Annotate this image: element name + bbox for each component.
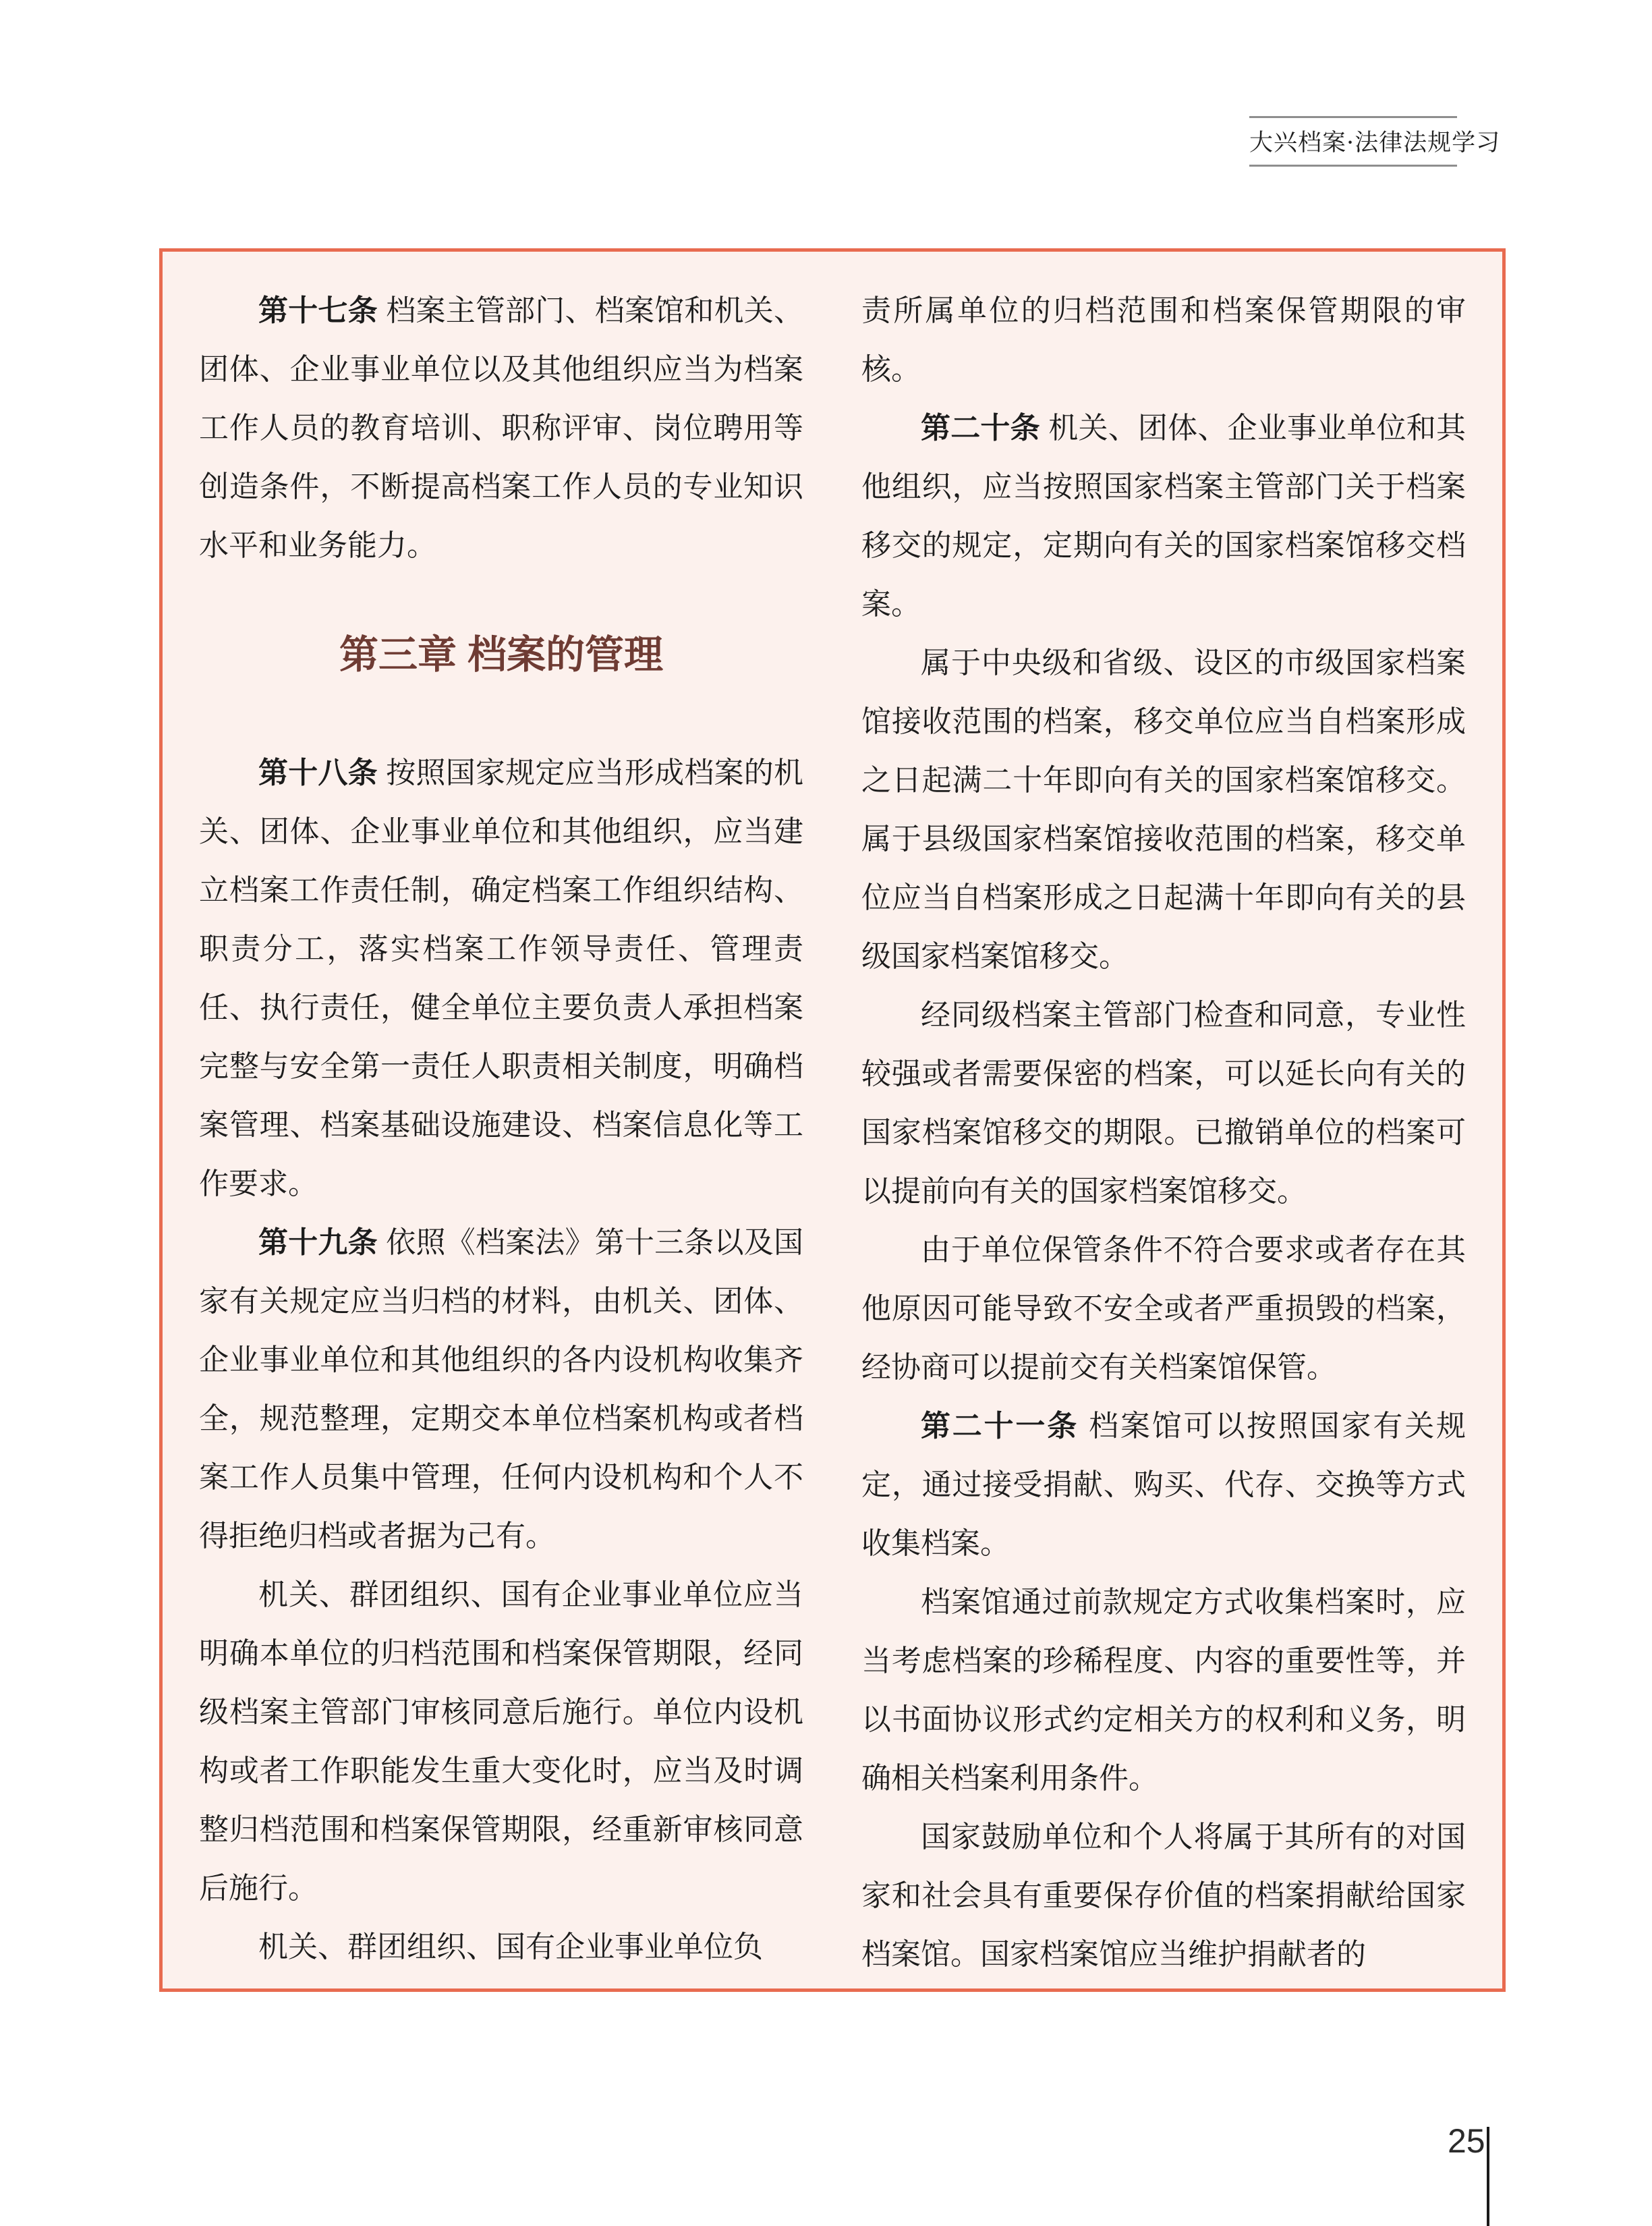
paragraph-article-21-clause-3 <box>861 1808 1466 1984</box>
paragraph-article-19 <box>199 1213 803 1565</box>
chapter-heading: 第三章 档案的管理 <box>339 633 664 677</box>
article-21-text: 档案馆可以按照国家有关规定，通过接受捐献、购买、代存、交换等方式收集档案。 <box>861 1410 1466 1560</box>
paragraph-article-20-clause-4 <box>861 1221 1466 1397</box>
page-number-rule <box>1487 2127 1489 2226</box>
content-box <box>159 248 1506 1992</box>
article-20-clause-4-text: 由于单位保管条件不符合要求或者存在其他原因可能导致不安全或者严重损毁的档案，经协商可以提前交有关档案馆保管。 <box>861 1233 1466 1384</box>
page-number: 25 <box>1448 2122 1485 2160</box>
article-20-clause-3-text: 经同级档案主管部门检查和同意，专业性较强或者需要保密的档案，可以延长向有关的国家档案馆移交的期限。已撤销单位的档案可以提前向有关的国家档案馆移交。 <box>861 999 1466 1208</box>
paragraph-article-20-clause-2 <box>861 634 1466 986</box>
article-17-text: 档案主管部门、档案馆和机关、团体、企业事业单位以及其他组织应当为档案工作人员的教育培训、职称评审、岗位聘用等创造条件，不断提高档案工作人员的专业知识水平和业务能力。 <box>199 294 803 562</box>
article-19-text: 依照《档案法》第十三条以及国家有关规定应当归档的材料，由机关、团体、企业事业单位和其他组织的各内设机构收集齐全，规范整理，定期交本单位档案机构或者档案工作人员集中管理，任何内设机构和个人不得拒绝归档或者据为己有。 <box>199 1226 803 1553</box>
article-18-text: 按照国家规定应当形成档案的机关、团体、企业事业单位和其他组织，应当建立档案工作责任制，确定档案工作组织结构、职责分工，落实档案工作领导责任、管理责任、执行责任，健全单位主要负责人承担档案完整与安全第一责任人职责相关制度，明确档案管理、档案基础设施建设、档案信息化等工作要求。 <box>199 756 803 1200</box>
right-column <box>861 281 1466 1984</box>
article-19-label: 第十九条 <box>258 1226 387 1259</box>
paragraph-article-19-clause-3-start <box>199 1918 803 1976</box>
article-20-text: 机关、团体、企业事业单位和其他组织，应当按照国家档案主管部门关于档案移交的规定，定期向有关的国家档案馆移交档案。 <box>861 412 1466 621</box>
article-21-label: 第二十一条 <box>921 1410 1089 1443</box>
article-21-clause-2-text: 档案馆通过前款规定方式收集档案时，应当考虑档案的珍稀程度、内容的重要性等，并以书面协议形式约定相关方的权利和义务，明确相关档案利用条件。 <box>861 1586 1466 1795</box>
paragraph-article-19-clause-3-end <box>861 281 1466 399</box>
paragraph-article-20-clause-3 <box>861 986 1466 1221</box>
running-head: 大兴档案·法律法规学习 <box>1249 116 1457 167</box>
paragraph-article-20 <box>861 399 1466 634</box>
article-19-clause-3-end-text: 责所属单位的归档范围和档案保管期限的审核。 <box>861 294 1466 386</box>
paragraph-article-17 <box>199 281 803 575</box>
article-20-clause-2-text: 属于中央级和省级、设区的市级国家档案馆接收范围的档案，移交单位应当自档案形成之日起满二十年即向有关的国家档案馆移交。属于县级国家档案馆接收范围的档案，移交单位应当自档案形成之日起满十年即向有关的县级国家档案馆移交。 <box>861 646 1466 973</box>
article-19-clause-2-text: 机关、群团组织、国有企业事业单位应当明确本单位的归档范围和档案保管期限，经同级档案主管部门审核同意后施行。单位内设机构或者工作职能发生重大变化时，应当及时调整归档范围和档案保管期限，经重新审核同意后施行。 <box>199 1578 803 1905</box>
left-column <box>199 281 803 1984</box>
paragraph-article-21-clause-2 <box>861 1573 1466 1808</box>
article-18-label: 第十八条 <box>258 756 387 789</box>
paragraph-article-18 <box>199 744 803 1213</box>
article-21-clause-3-text: 国家鼓励单位和个人将属于其所有的对国家和社会具有重要保存价值的档案捐献给国家档案馆。国家档案馆应当维护捐献者的 <box>861 1820 1466 1971</box>
article-20-label: 第二十条 <box>921 412 1049 445</box>
two-column-layout <box>163 252 1502 1984</box>
paragraph-article-21 <box>861 1397 1466 1573</box>
article-17-label: 第十七条 <box>258 294 387 327</box>
paragraph-article-19-clause-2 <box>199 1565 803 1918</box>
article-19-clause-3-start-text: 机关、群团组织、国有企业事业单位负 <box>258 1930 763 1964</box>
